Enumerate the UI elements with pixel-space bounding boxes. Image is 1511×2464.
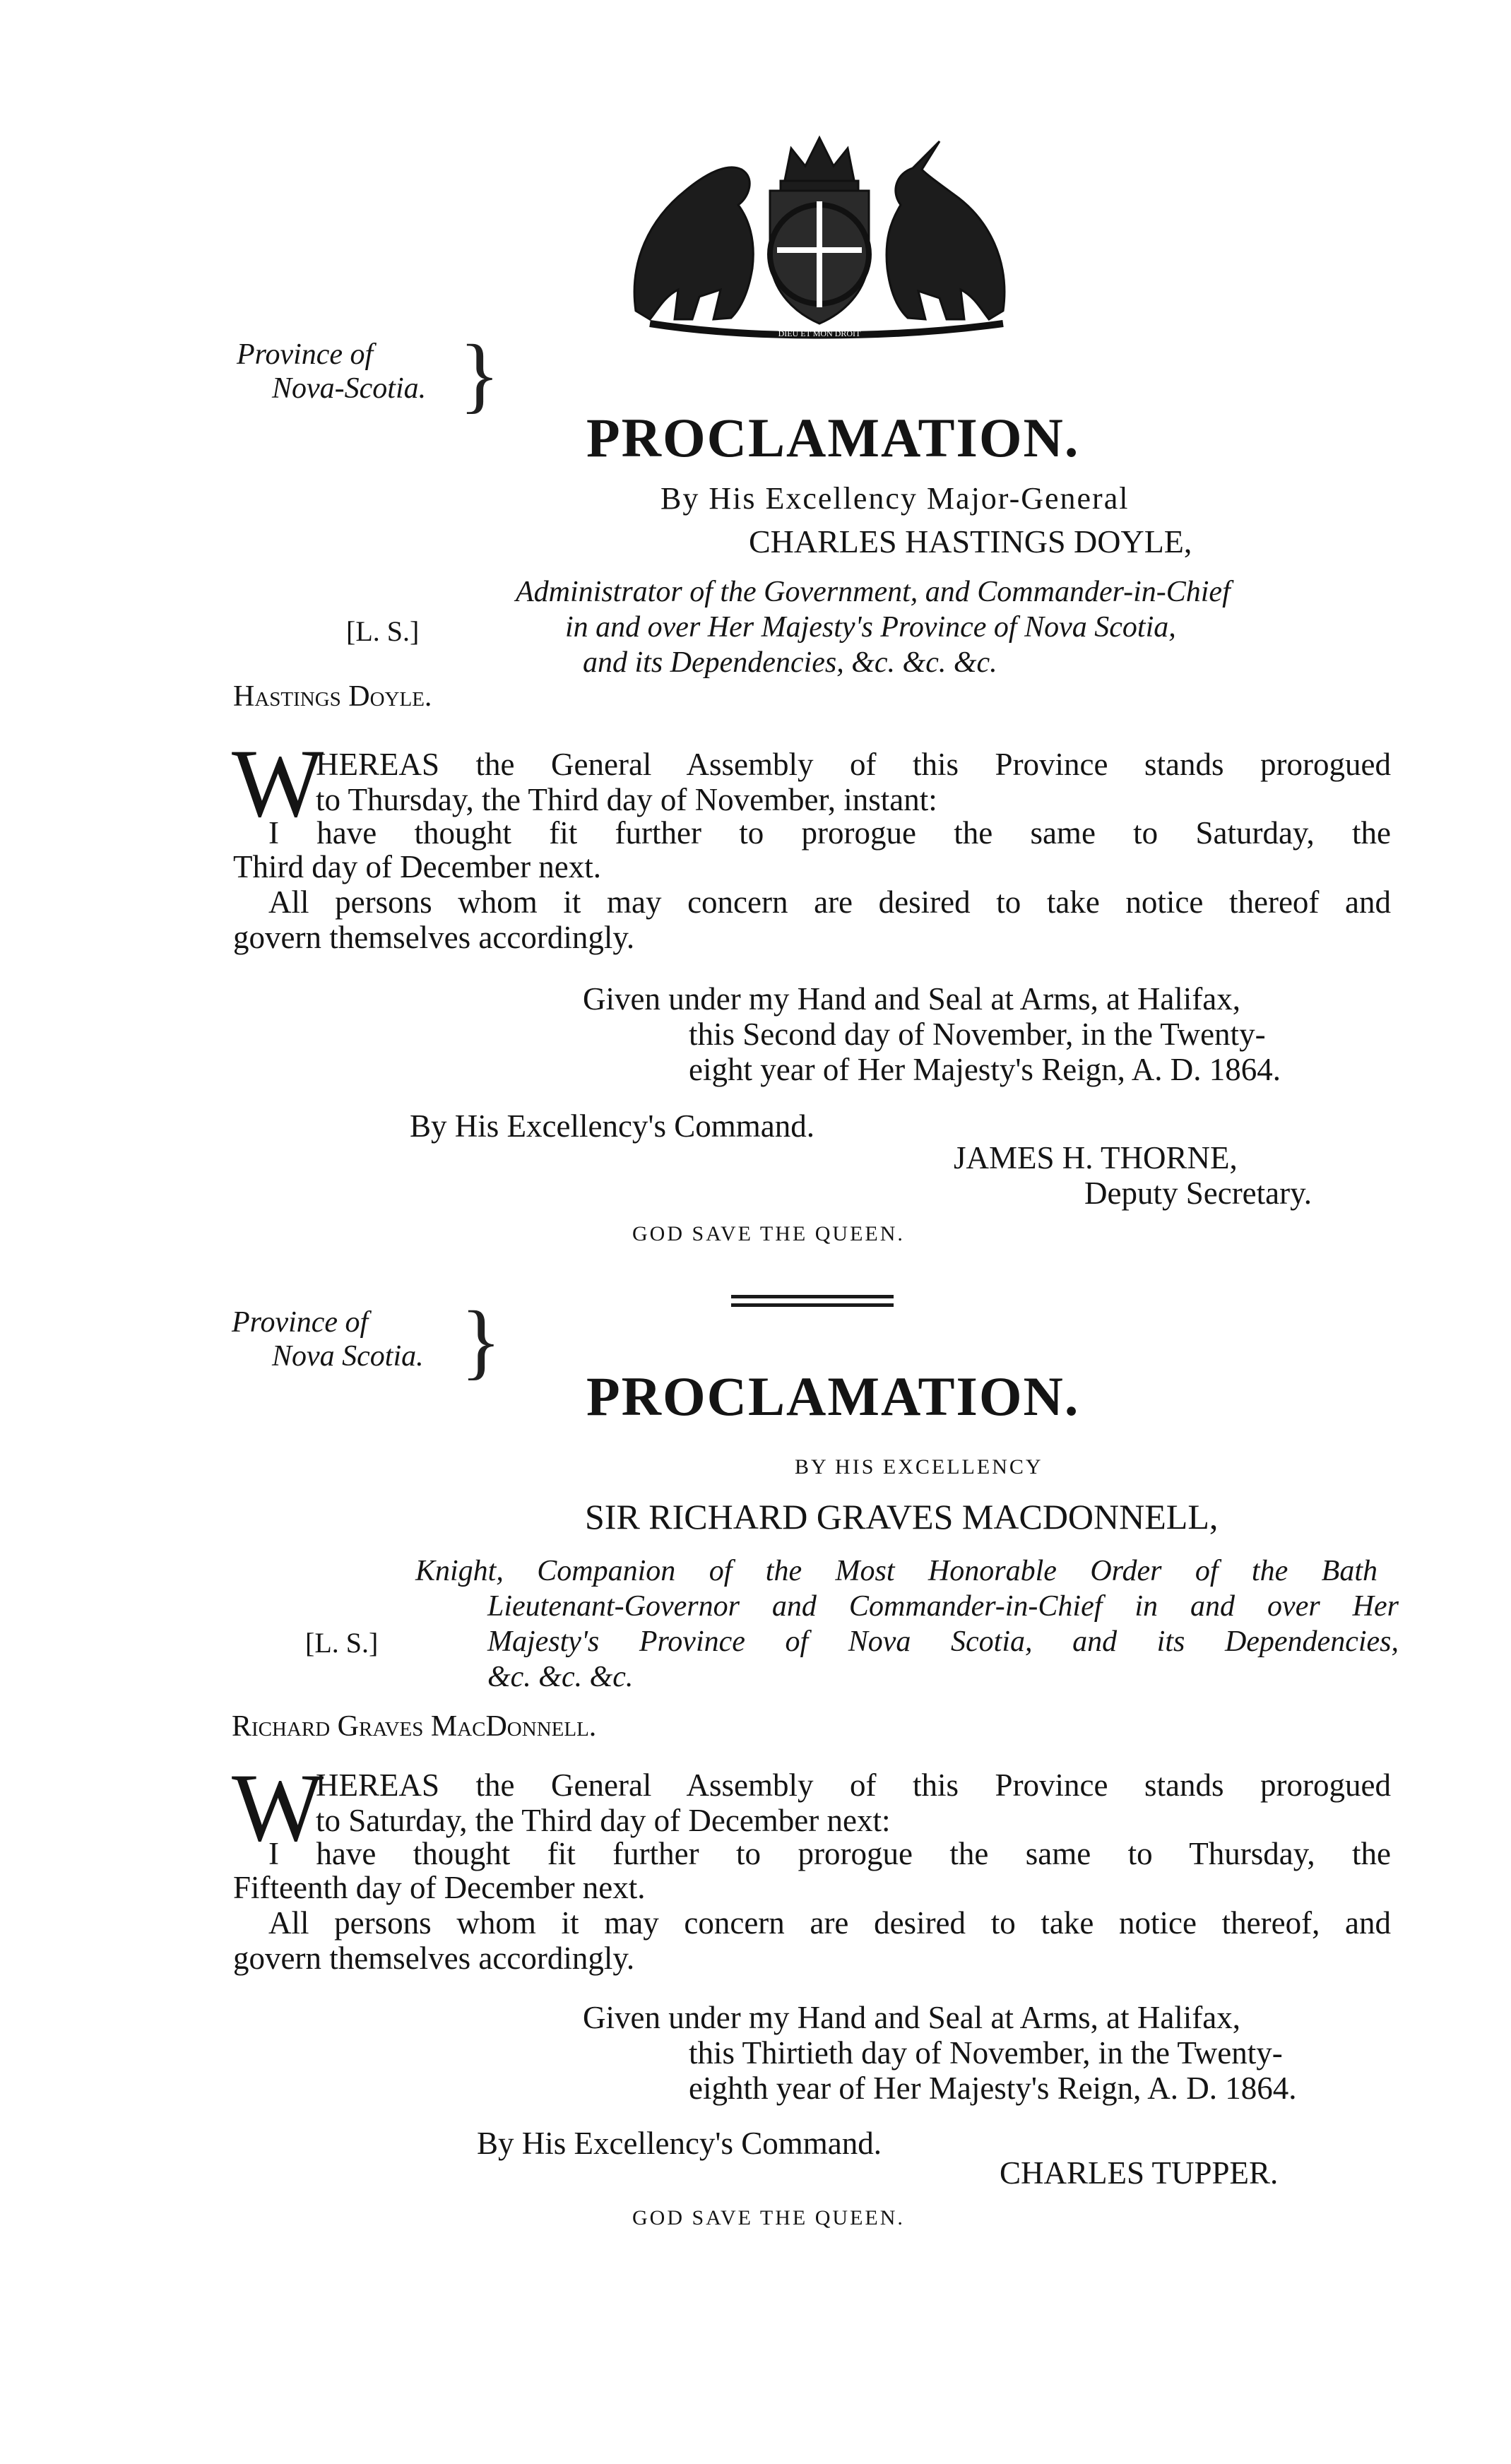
province-label-2: Nova Scotia. [272,1340,424,1373]
by-line: By His Excellency Major-General [660,481,1130,516]
governor-name: CHARLES HASTINGS DOYLE, [749,523,1192,559]
body-line: HEREAS the General Assembly of this Province stands prorogued [316,1767,1391,1803]
coat-motto: DIEU ET MON DROIT [778,328,861,338]
god-save-the-queen: GOD SAVE THE QUEEN. [632,1222,905,1245]
body-line: Third day of December next. [233,849,602,884]
office-line-4: &c. &c. &c. [487,1661,634,1693]
signature: Hastings Doyle. [233,680,432,713]
office-line-1: Administrator of the Government, and Commander-in-Chief [516,576,1231,608]
brace: } [459,327,500,421]
body-line: I have thought fit further to prorogue the same to Saturday, the [268,815,1391,851]
body-line: to Saturday, the Third day of December next: [316,1803,891,1838]
body-line: I have thought fit further to prorogue the same to Thursday, the [268,1836,1391,1871]
province-label-1: Province of [232,1306,369,1339]
given-line: Given under my Hand and Seal at Arms, at Halifax, [583,981,1241,1017]
secretary-title: Deputy Secretary. [1084,1175,1312,1211]
command-line: By His Excellency's Command. [410,1108,815,1144]
seal-mark: [L. S.] [305,1627,379,1659]
proclamation-title: PROCLAMATION. [586,407,1080,468]
secretary-name: JAMES H. THORNE, [954,1140,1238,1175]
given-line: this Thirtieth day of November, in the Twenty- [689,2035,1283,2071]
office-line-3: Majesty's Province of Nova Scotia, and its Dependencies, [487,1625,1399,1658]
given-line: this Second day of November, in the Twenty- [689,1017,1266,1052]
god-save-the-queen: GOD SAVE THE QUEEN. [632,2206,905,2229]
given-line: eight year of Her Majesty's Reign, A. D. 1864. [689,1052,1281,1087]
proclamation-title: PROCLAMATION. [586,1366,1080,1427]
body-line: govern themselves accordingly. [233,1941,635,1976]
body-line: HEREAS the General Assembly of this Province stands prorogued [316,747,1391,782]
body-line: Fifteenth day of December next. [233,1870,646,1905]
body-line: All persons whom it may concern are desired to take notice thereof and [268,884,1391,920]
by-line: BY HIS EXCELLENCY [795,1455,1043,1479]
given-line: eighth year of Her Majesty's Reign, A. D. 1864. [689,2071,1297,2106]
signature: Richard Graves MacDonnell. [232,1710,597,1743]
body-line: govern themselves accordingly. [233,920,635,955]
drop-cap: W [232,1753,324,1861]
drop-cap: W [232,729,324,837]
governor-name: SIR RICHARD GRAVES MACDONNELL, [585,1497,1219,1536]
divider-rule [731,1295,894,1298]
office-line-3: and its Dependencies, &c. &c. &c. [583,646,997,679]
seal-mark: [L. S.] [346,615,420,647]
secretary-name: CHARLES TUPPER. [1000,2155,1279,2191]
divider-rule [731,1303,894,1307]
given-line: Given under my Hand and Seal at Arms, at Halifax, [583,2000,1241,2035]
body-line: to Thursday, the Third day of November, instant: [316,782,937,817]
province-label-2: Nova-Scotia. [272,372,427,405]
command-line: By His Excellency's Command. [477,2126,882,2161]
brace: } [461,1293,502,1387]
body-line: All persons whom it may concern are desired to take notice thereof, and [268,1905,1391,1941]
province-label-1: Province of [237,338,374,371]
royal-coat-of-arms-icon [608,134,1031,339]
office-line-2: Lieutenant-Governor and Commander-in-Chief in and over Her [487,1590,1399,1623]
office-line-1: Knight, Companion of the Most Honorable Order of the Bath [415,1555,1377,1587]
office-line-2: in and over Her Majesty's Province of Nova Scotia, [565,611,1176,644]
